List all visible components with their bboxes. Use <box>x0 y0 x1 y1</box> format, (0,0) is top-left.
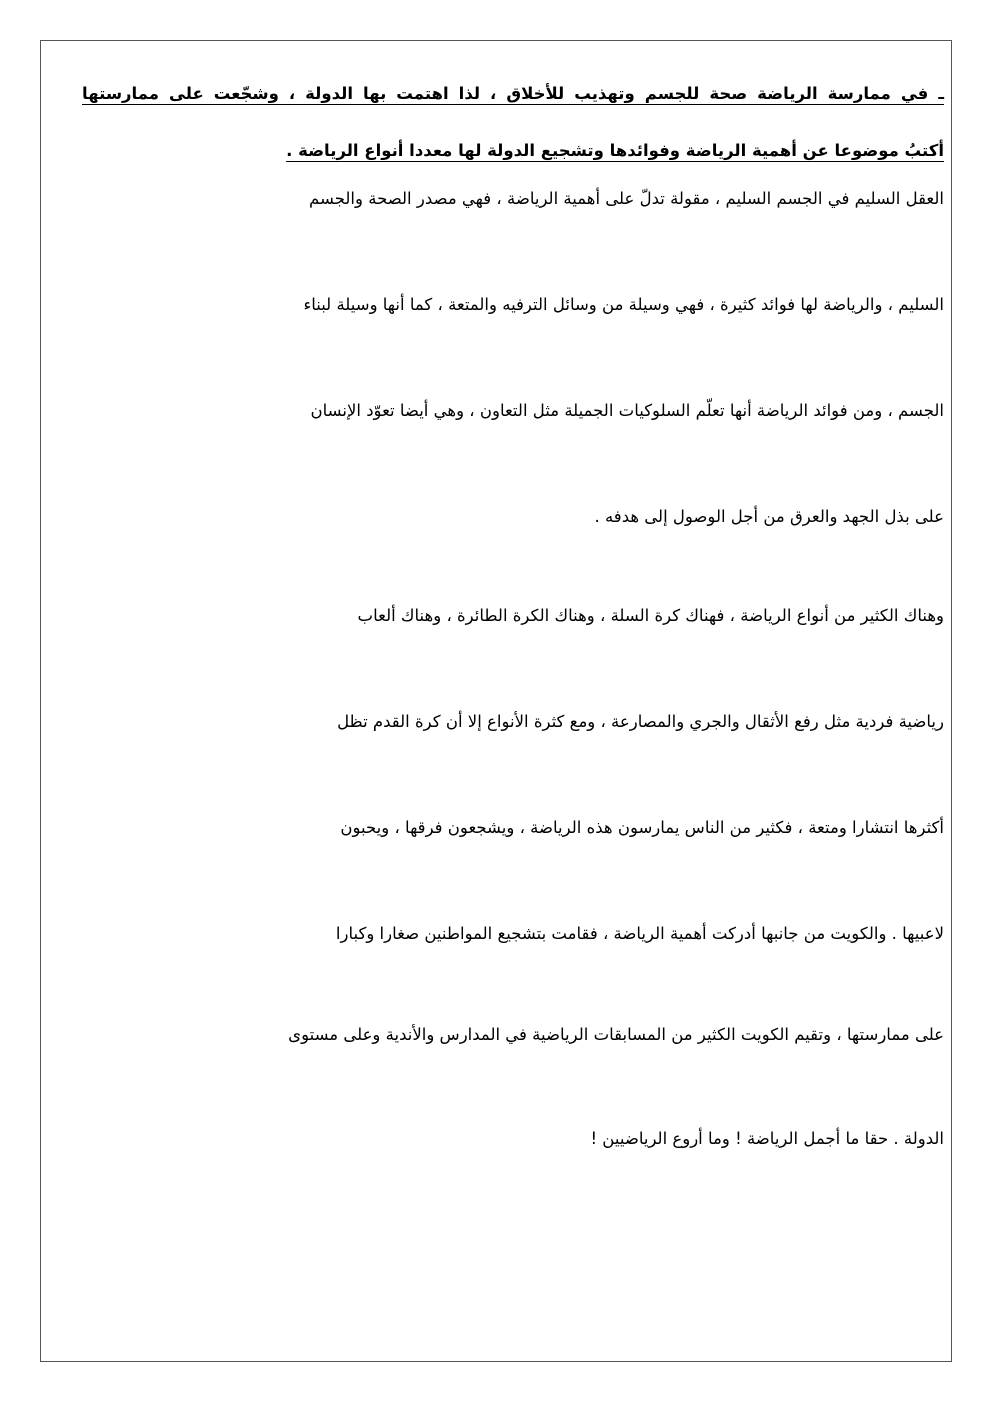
essay-line: رياضية فردية مثل رفع الأثقال والجري والمصارعة ، ومع كثرة الأنواع إلا أن كرة القدم تظل <box>337 712 944 731</box>
essay-line: السليم ، والرياضة لها فوائد كثيرة ، فهي وسيلة من وسائل الترفيه والمتعة ، كما أنها وسيلة لبناء <box>303 295 944 314</box>
essay-line: على ممارستها ، وتقيم الكويت الكثير من المسابقات الرياضية في المدارس والأندية وعلى مستوى <box>288 1025 944 1044</box>
prompt-line-2: أكتبُ موضوعا عن أهمية الرياضة وفوائدها وتشجيع الدولة لها معددا أنواع الرياضة . <box>286 141 944 160</box>
page-border <box>40 40 952 1362</box>
prompt-line-1: ـ في ممارسة الرياضة صحة للجسم وتهذيب للأخلاق ، لذا اهتمت بها الدولة ، وشجّعت على ممارستها <box>82 84 944 103</box>
essay-line: على بذل الجهد والعرق من أجل الوصول إلى هدفه . <box>594 507 944 526</box>
essay-line: وهناك الكثير من أنواع الرياضة ، فهناك كرة السلة ، وهناك الكرة الطائرة ، وهناك ألعاب <box>357 606 944 625</box>
essay-line: أكثرها انتشارا ومتعة ، فكثير من الناس يمارسون هذه الرياضة ، ويشجعون فرقها ، ويحبون <box>340 818 944 837</box>
essay-line: العقل السليم في الجسم السليم ، مقولة تدلّ على أهمية الرياضة ، فهي مصدر الصحة والجسم <box>309 189 944 208</box>
essay-line: لاعبيها . والكويت من جانبها أدركت أهمية الرياضة ، فقامت بتشجيع المواطنين صغارا وكبارا <box>335 924 944 943</box>
essay-line: الجسم ، ومن فوائد الرياضة أنها تعلّم السلوكيات الجميلة مثل التعاون ، وهي أيضا تعوّد الإنسان <box>310 401 944 420</box>
essay-line: الدولة . حقا ما أجمل الرياضة ! وما أروع الرياضيين ! <box>590 1129 944 1148</box>
